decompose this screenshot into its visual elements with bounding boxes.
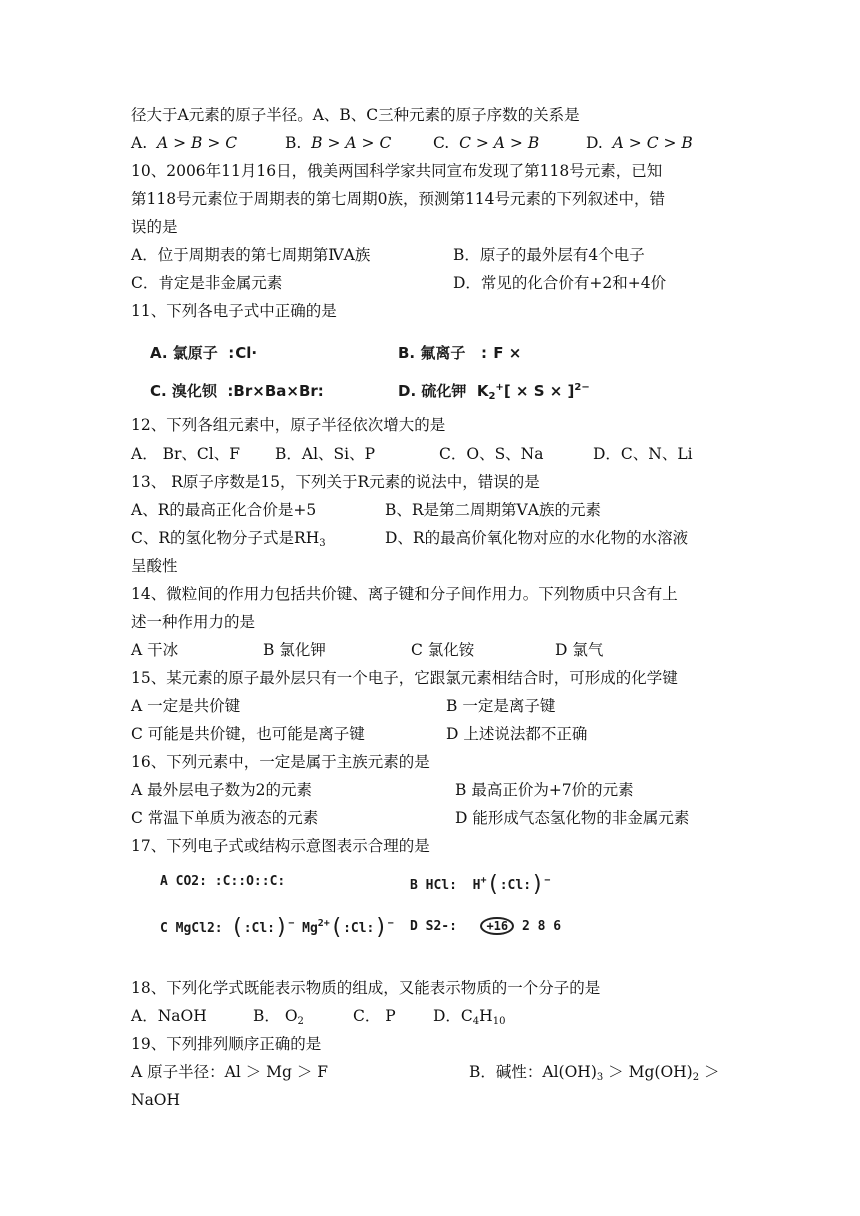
- q13-options-row-1: [131, 499, 741, 521]
- q10-options-row-1: [131, 244, 741, 266]
- q10-option-c: C．肯定是非金属元素: [131, 274, 283, 292]
- q18-stem: 18、下列化学式既能表示物质的组成，又能表示物质的一个分子的是: [131, 979, 601, 997]
- q14-option-a: A 干冰: [131, 641, 179, 659]
- q9-option-c: C. C > A > B: [433, 134, 540, 152]
- q17-option-a: A CO2: :C::O::C:: [160, 874, 286, 889]
- q9-options: [131, 132, 741, 154]
- q11-option-d: D. 硫化钾 $K_2^+[ \times S \times ]^{2-}$: [398, 382, 590, 402]
- q14-option-c: C 氯化铵: [411, 641, 475, 659]
- q14-stem-1: 14、微粒间的作用力包括共价键、离子键和分子间作用力。下列物质中只含有上: [131, 585, 678, 603]
- q16-options-row-1: [131, 779, 741, 801]
- q13-option-c: C、R的氢化物分子式是$RH_3$: [131, 529, 326, 549]
- q15-option-d: D 上述说法都不正确: [446, 725, 588, 743]
- q10-stem-1: 10、2006年11月16日，俄美两国科学家共同宣布发现了第118号元素，已知: [131, 162, 663, 180]
- q19-stem: 19、下列排列顺序正确的是: [131, 1035, 322, 1053]
- q12-option-d: D．C、N、Li: [593, 445, 693, 463]
- q18-option-d: D．$C_4H_{10}$: [433, 1007, 506, 1027]
- q12-stem: 12、下列各组元素中，原子半径依次增大的是: [131, 416, 446, 434]
- q11-option-a: A. 氯原子 :Cl·: [150, 344, 259, 362]
- q14-option-b: B 氯化钾: [263, 641, 326, 659]
- q9-option-a: A. A > B > C: [131, 134, 238, 152]
- nucleus-circle: +16: [480, 917, 514, 935]
- q12-options: [131, 443, 741, 465]
- q13-stem: 13、 R原子序数是15，下列关于R元素的说法中，错误的是: [131, 473, 540, 491]
- q17-option-c: C MgCl2: (:Cl:)− $Mg^{2+}(:Cl:)^-$: [160, 915, 394, 940]
- q15-stem: 15、某元素的原子最外层只有一个电子，它跟氯元素相结合时，可形成的化学键: [131, 669, 678, 687]
- q10-stem-3: 误的是: [131, 218, 178, 236]
- q12-option-a: A． Br、Cl、F: [131, 445, 240, 463]
- q18-option-b: B． $O_2$: [253, 1007, 304, 1027]
- q15-options-row-2: [131, 723, 741, 745]
- q9-option-d: D. A > C > B: [586, 134, 693, 152]
- q13-option-d: D、R的最高价氧化物对应的水化物的水溶液: [385, 529, 689, 547]
- q9-option-b: B. B > A > C: [285, 134, 392, 152]
- q18-option-a: A．NaOH: [131, 1007, 207, 1025]
- q19-option-b-wrap: NaOH: [131, 1091, 181, 1109]
- q17-stem: 17、下列电子式或结构示意图表示合理的是: [131, 837, 430, 855]
- q15-option-b: B 一定是离子键: [446, 697, 556, 715]
- q16-stem: 16、下列元素中，一定是属于主族元素的是: [131, 753, 430, 771]
- q13-options-row-2: [131, 527, 741, 549]
- q18-option-c: C． P: [353, 1007, 396, 1025]
- q16-options-row-2: [131, 807, 741, 829]
- q11-stem: 11、下列各电子式中正确的是: [131, 302, 337, 320]
- q13-option-b: B、R是第二周期第ⅤA族的元素: [385, 501, 601, 519]
- q10-options-row-2: [131, 272, 741, 294]
- q11-option-c: C. 溴化钡 :Br×Ba×Br:: [150, 382, 324, 400]
- q16-option-c: C 常温下单质为液态的元素: [131, 809, 319, 827]
- q14-option-d: D 氯气: [555, 641, 604, 659]
- q12-option-c: C．O、S、Na: [439, 445, 544, 463]
- q10-option-d: D．常见的化合价有+2和+4价: [453, 274, 667, 292]
- q19-option-a: A 原子半径：Al ＞ Mg ＞ F: [131, 1063, 329, 1081]
- q10-option-b: B．原子的最外层有4个电子: [453, 246, 645, 264]
- q18-options: [131, 1005, 741, 1027]
- q13-option-d-wrap: 呈酸性: [131, 557, 178, 575]
- q19-option-b: B．碱性：$Al(OH)_3 > Mg(OH)_2$ ＞: [469, 1063, 720, 1083]
- q17-option-d: D S2-: +16 2 8 6: [410, 919, 562, 934]
- q15-option-a: A 一定是共价键: [131, 697, 241, 715]
- q16-option-b: B 最高正价为+7价的元素: [455, 781, 634, 799]
- q10-option-a: A．位于周期表的第七周期第ⅣA族: [131, 246, 371, 264]
- q9-continuation: 径大于A元素的原子半径。A、B、C三种元素的原子序数的关系是: [131, 106, 580, 124]
- q15-options-row-1: [131, 695, 741, 717]
- q13-option-a: A、R的最高正化合价是+5: [131, 501, 317, 519]
- q10-stem-2: 第118号元素位于周期表的第七周期0族，预测第114号元素的下列叙述中，错: [131, 190, 666, 208]
- q14-options: [131, 639, 741, 661]
- q16-option-a: A 最外层电子数为2的元素: [131, 781, 312, 799]
- q11-option-b: B. 氟离子 : F ×: [398, 344, 522, 362]
- q19-options: [131, 1061, 741, 1083]
- q17-option-b: B HCl: H+(:Cl:)−: [410, 872, 551, 897]
- q12-option-b: B．Al、Si、P: [275, 445, 376, 463]
- q14-stem-2: 述一种作用力的是: [131, 613, 256, 631]
- q16-option-d: D 能形成气态氢化物的非金属元素: [455, 809, 690, 827]
- q15-option-c: C 可能是共价键，也可能是离子键: [131, 725, 365, 743]
